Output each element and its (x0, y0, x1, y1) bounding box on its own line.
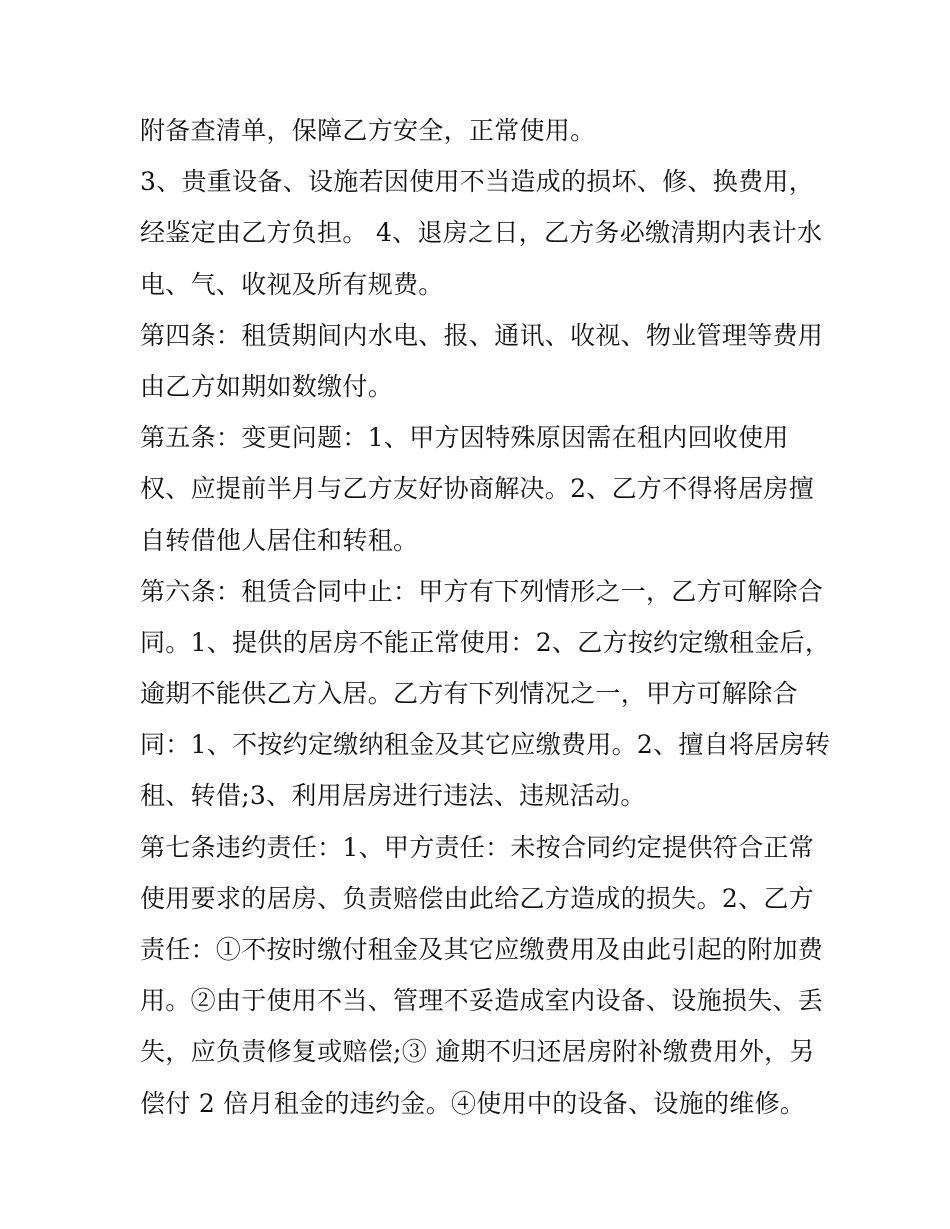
text-line: 使用要求的居房、负责赔偿由此给乙方造成的损失。2、乙方 (140, 883, 815, 913)
text-line: 用。②由于使用不当、管理不妥造成室内设备、设施损失、丢 (140, 986, 824, 1016)
text-line: 同：1、不按约定缴纳租金及其它应缴费用。2、擅自将居房转 (140, 730, 831, 760)
text-line: 自转借他人居住和转租。 (140, 525, 419, 555)
text-line: 3、贵重设备、设施若因使用不当造成的损坏、修、换费用， (140, 167, 815, 197)
text-line: 偿付 2 倍月租金的违约金。④使用中的设备、设施的维修。 (140, 1088, 806, 1118)
text-line: 附备查清单，保障乙方安全，正常使用。 (140, 116, 596, 145)
text-line: 责任：①不按时缴付租金及其它应缴费用及由此引起的附加费 (140, 935, 824, 964)
text-line: 由乙方如期如数缴付。 (140, 371, 394, 401)
text-line: 第五条：变更问题：1、甲方因特殊原因需在租内回收使用 (140, 423, 789, 453)
text-line: 失，应负责修复或赔偿;③ 逾期不归还居房附补缴费用外，另 (140, 1037, 815, 1067)
text-line: 逾期不能供乙方入居。乙方有下列情况之一，甲方可解除合 (140, 679, 798, 709)
text-line: 经鉴定由乙方负担。 4、退房之日，乙方务必缴清期内表计水 (140, 218, 823, 248)
text-line: 第四条：租赁期间内水电、报、通讯、收视、物业管理等费用 (140, 320, 824, 350)
text-line: 第六条：租赁合同中止：甲方有下列情形之一，乙方可解除合 (140, 576, 824, 606)
text-line: 第七条违约责任：1、甲方责任：未按合同约定提供符合正常 (140, 832, 815, 862)
text-line: 电、气、收视及所有规费。 (140, 269, 444, 299)
contract-text (140, 105, 840, 1129)
text-line: 权、应提前半月与乙方友好协商解决。2、乙方不得将居房擅 (140, 474, 815, 504)
text-line: 租、转借;3、利用居房进行违法、违规活动。 (140, 781, 646, 811)
text-line: 同。1、提供的居房不能正常使用：2、乙方按约定缴租金后， (140, 627, 831, 657)
